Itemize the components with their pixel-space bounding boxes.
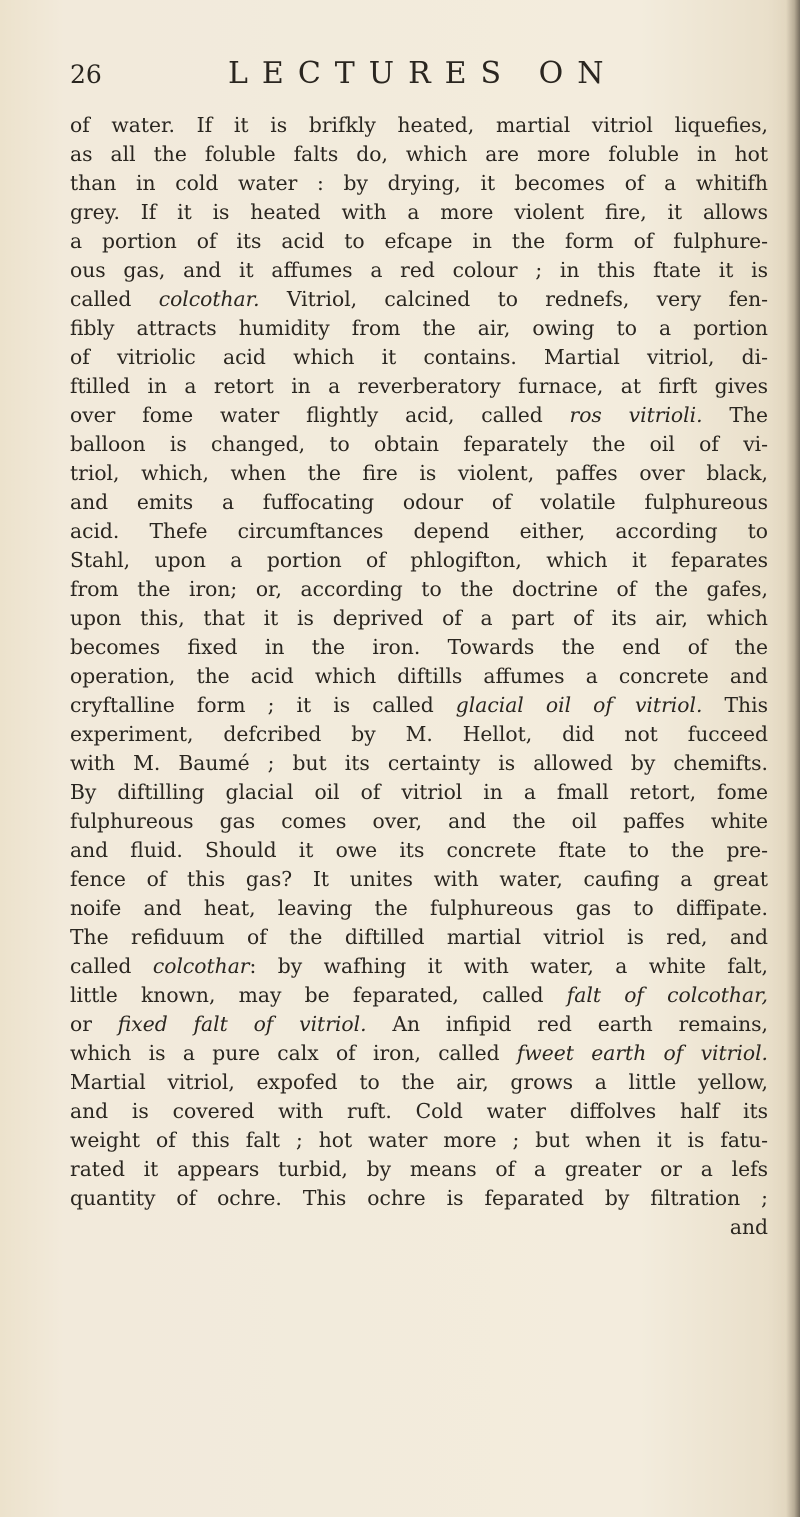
text-line: [70, 285, 768, 314]
text-line: [70, 575, 768, 604]
text-line: [70, 546, 768, 575]
text-segment: as all the foluble falts do, which are more foluble in hot: [70, 142, 768, 166]
text-segment: ftilled in a retort in a reverberatory furnace, at firft gives: [70, 374, 768, 398]
text-segment: Martial vitriol, expofed to the air, grows a little yellow,: [70, 1070, 768, 1094]
text-segment: of vitriolic acid which it contains. Martial vitriol, di-: [70, 345, 768, 369]
text-segment: noife and heat, leaving the fulphureous gas to diffipate.: [70, 896, 768, 920]
text-line: [70, 1184, 768, 1213]
text-line: [70, 1155, 768, 1184]
text-line: [70, 1213, 768, 1242]
text-line: [70, 198, 768, 227]
text-line: [70, 227, 768, 256]
text-line: [70, 140, 768, 169]
text-line: [70, 836, 768, 865]
text-line: [70, 111, 768, 140]
page-edge-shadow: [786, 0, 800, 1517]
running-title: LECTURES ON: [228, 56, 618, 91]
text-line: [70, 430, 768, 459]
italic-term: fixed falt of vitriol.: [117, 1012, 367, 1036]
text-segment: weight of this falt ; hot water more ; but when it is fatu-: [70, 1128, 768, 1152]
text-line: [70, 401, 768, 430]
text-segment: fence of this gas? It unites with water, caufing a great: [70, 867, 768, 891]
text-line: [70, 488, 768, 517]
text-line: [70, 459, 768, 488]
text-line: [70, 1068, 768, 1097]
text-segment: : by wafhing it with water, a white falt,: [249, 954, 768, 978]
text-segment: with M. Baumé ; but its certainty is allowed by chemifts.: [70, 751, 768, 775]
text-segment: An infipid red earth remains,: [366, 1012, 768, 1036]
text-segment: than in cold water : by drying, it becomes of a whitifh: [70, 171, 768, 195]
text-segment: fulphureous gas comes over, and the oil paffes white: [70, 809, 768, 833]
text-line: [70, 894, 768, 923]
text-segment: or: [70, 1012, 118, 1036]
text-segment: called: [70, 954, 153, 978]
text-line: [70, 749, 768, 778]
text-segment: over fome water flightly acid, called: [70, 403, 570, 427]
text-segment: which is a pure calx of iron, called: [70, 1041, 517, 1065]
text-line: [70, 1039, 768, 1068]
text-segment: fibly attracts humidity from the air, owing to a portion: [70, 316, 768, 340]
text-line: [70, 256, 768, 285]
text-segment: acid. Thefe circumftances depend either, according to: [70, 519, 768, 543]
text-segment: from the iron; or, according to the doctrine of the gafes,: [70, 577, 768, 601]
text-segment: upon this, that it is deprived of a part of its air, which: [70, 606, 768, 630]
text-segment: called: [70, 287, 159, 311]
text-segment: The refiduum of the diftilled martial vitriol is red, and: [70, 925, 768, 949]
text-segment: Vitriol, calcined to rednefs, very fen-: [259, 287, 768, 311]
text-segment: ous gas, and it affumes a red colour ; in this ftate it is: [70, 258, 768, 282]
text-line: [70, 169, 768, 198]
body-text: [70, 111, 768, 1242]
text-line: [70, 720, 768, 749]
text-segment: Stahl, upon a portion of phlogifton, which it feparates: [70, 548, 768, 572]
text-segment: of water. If it is brifkly heated, martial vitriol liquefies,: [70, 113, 768, 137]
text-line: [70, 314, 768, 343]
text-segment: By diftilling glacial oil of vitriol in a fmall retort, fome: [70, 780, 768, 804]
text-segment: and is covered with ruft. Cold water diffolves half its: [70, 1099, 768, 1123]
text-segment: a portion of its acid to efcape in the form of fulphure-: [70, 229, 768, 253]
text-segment: rated it appears turbid, by means of a greater or a lefs: [70, 1157, 768, 1181]
text-line: [70, 517, 768, 546]
text-line: [70, 691, 768, 720]
text-segment: experiment, defcribed by M. Hellot, did not fucceed: [70, 722, 768, 746]
text-segment: grey. If it is heated with a more violent fire, it allows: [70, 200, 768, 224]
text-line: [70, 372, 768, 401]
page-number: 26: [70, 60, 102, 89]
italic-term: glacial oil of vitriol.: [455, 693, 703, 717]
text-segment: little known, may be feparated, called: [70, 983, 567, 1007]
text-line: [70, 865, 768, 894]
text-segment: and: [729, 1215, 768, 1239]
text-segment: operation, the acid which diftills affumes a concrete and: [70, 664, 768, 688]
text-segment: and emits a fuffocating odour of volatile fulphureous: [70, 490, 768, 514]
text-segment: and fluid. Should it owe its concrete ftate to the pre-: [70, 838, 768, 862]
text-line: [70, 778, 768, 807]
italic-term: ros vitrioli.: [569, 403, 703, 427]
text-line: [70, 1097, 768, 1126]
text-segment: This: [702, 693, 768, 717]
text-segment: cryftalline form ; it is called: [70, 693, 456, 717]
text-line: [70, 981, 768, 1010]
text-line: [70, 952, 768, 981]
text-line: [70, 923, 768, 952]
text-line: [70, 343, 768, 372]
italic-term: fweet earth of vitriol.: [516, 1041, 768, 1065]
text-segment: balloon is changed, to obtain feparately the oil of vi-: [70, 432, 768, 456]
text-segment: becomes fixed in the iron. Towards the end of the: [70, 635, 768, 659]
text-segment: The: [702, 403, 768, 427]
italic-term: colcothar: [152, 954, 250, 978]
italic-term: colcothar.: [158, 287, 260, 311]
text-line: [70, 662, 768, 691]
text-segment: triol, which, when the fire is violent, paffes over black,: [70, 461, 768, 485]
italic-term: falt of colcothar,: [566, 983, 768, 1007]
text-segment: quantity of ochre. This ochre is feparated by filtration ;: [70, 1186, 768, 1210]
text-line: [70, 633, 768, 662]
text-line: [70, 1126, 768, 1155]
text-line: [70, 807, 768, 836]
text-line: [70, 604, 768, 633]
page-header: [70, 52, 710, 102]
text-line: [70, 1010, 768, 1039]
